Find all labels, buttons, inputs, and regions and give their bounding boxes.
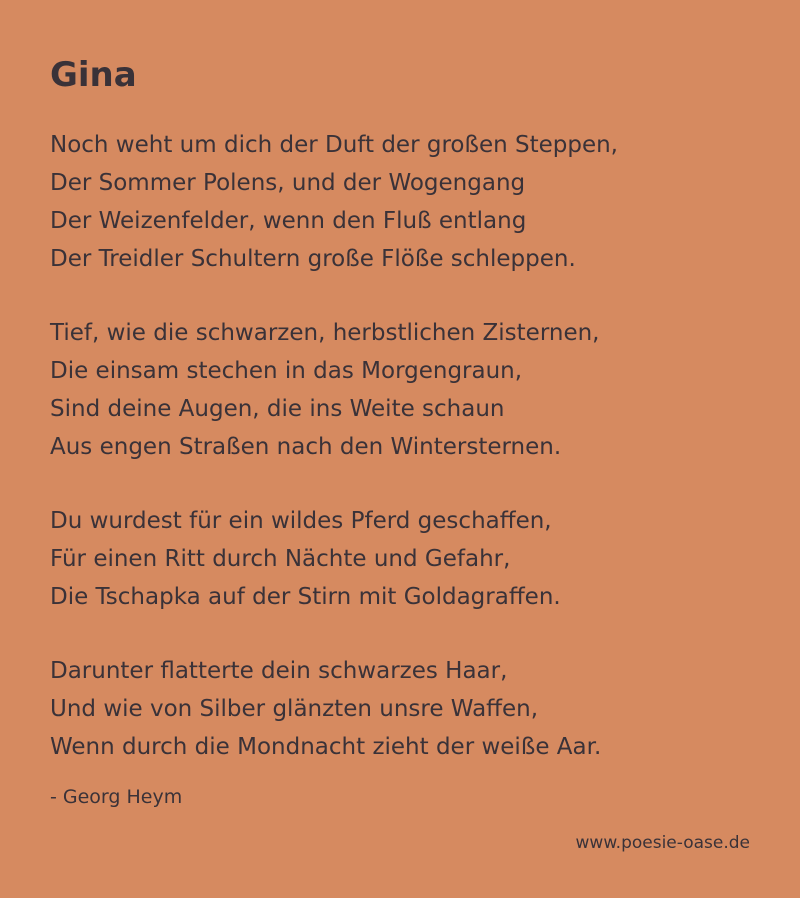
website-url: www.poesie-oase.de [575, 833, 750, 853]
poem-line: Darunter flatterte dein schwarzes Haar, [50, 658, 508, 684]
poem-line: Wenn durch die Mondnacht zieht der weiße Aar. [50, 734, 602, 760]
poem-title: Gina [50, 55, 137, 95]
poem-line: Sind deine Augen, die ins Weite schaun [50, 396, 505, 422]
poem-line: Die Tschapka auf der Stirn mit Goldagraffen. [50, 584, 561, 610]
poem-author: - Georg Heym [50, 786, 183, 808]
poem-line: Der Weizenfelder, wenn den Fluß entlang [50, 208, 527, 234]
stanza-4 [50, 652, 770, 766]
poem-line: Der Treidler Schultern große Flöße schleppen. [50, 246, 576, 272]
stanza-1 [50, 126, 770, 278]
poem-line: Und wie von Silber glänzten unsre Waffen, [50, 696, 539, 722]
poem-line: Aus engen Straßen nach den Wintersternen. [50, 434, 562, 460]
poem-body [50, 126, 770, 802]
poem-line: Die einsam stechen in das Morgengraun, [50, 358, 523, 384]
poem-line: Noch weht um dich der Duft der großen Steppen, [50, 132, 618, 158]
poem-line: Du wurdest für ein wildes Pferd geschaffen, [50, 508, 552, 534]
poem-line: Tief, wie die schwarzen, herbstlichen Zisternen, [50, 320, 600, 346]
poem-line: Der Sommer Polens, und der Wogengang [50, 170, 526, 196]
stanza-3 [50, 502, 770, 616]
stanza-2 [50, 314, 770, 466]
poem-line: Für einen Ritt durch Nächte und Gefahr, [50, 546, 511, 572]
